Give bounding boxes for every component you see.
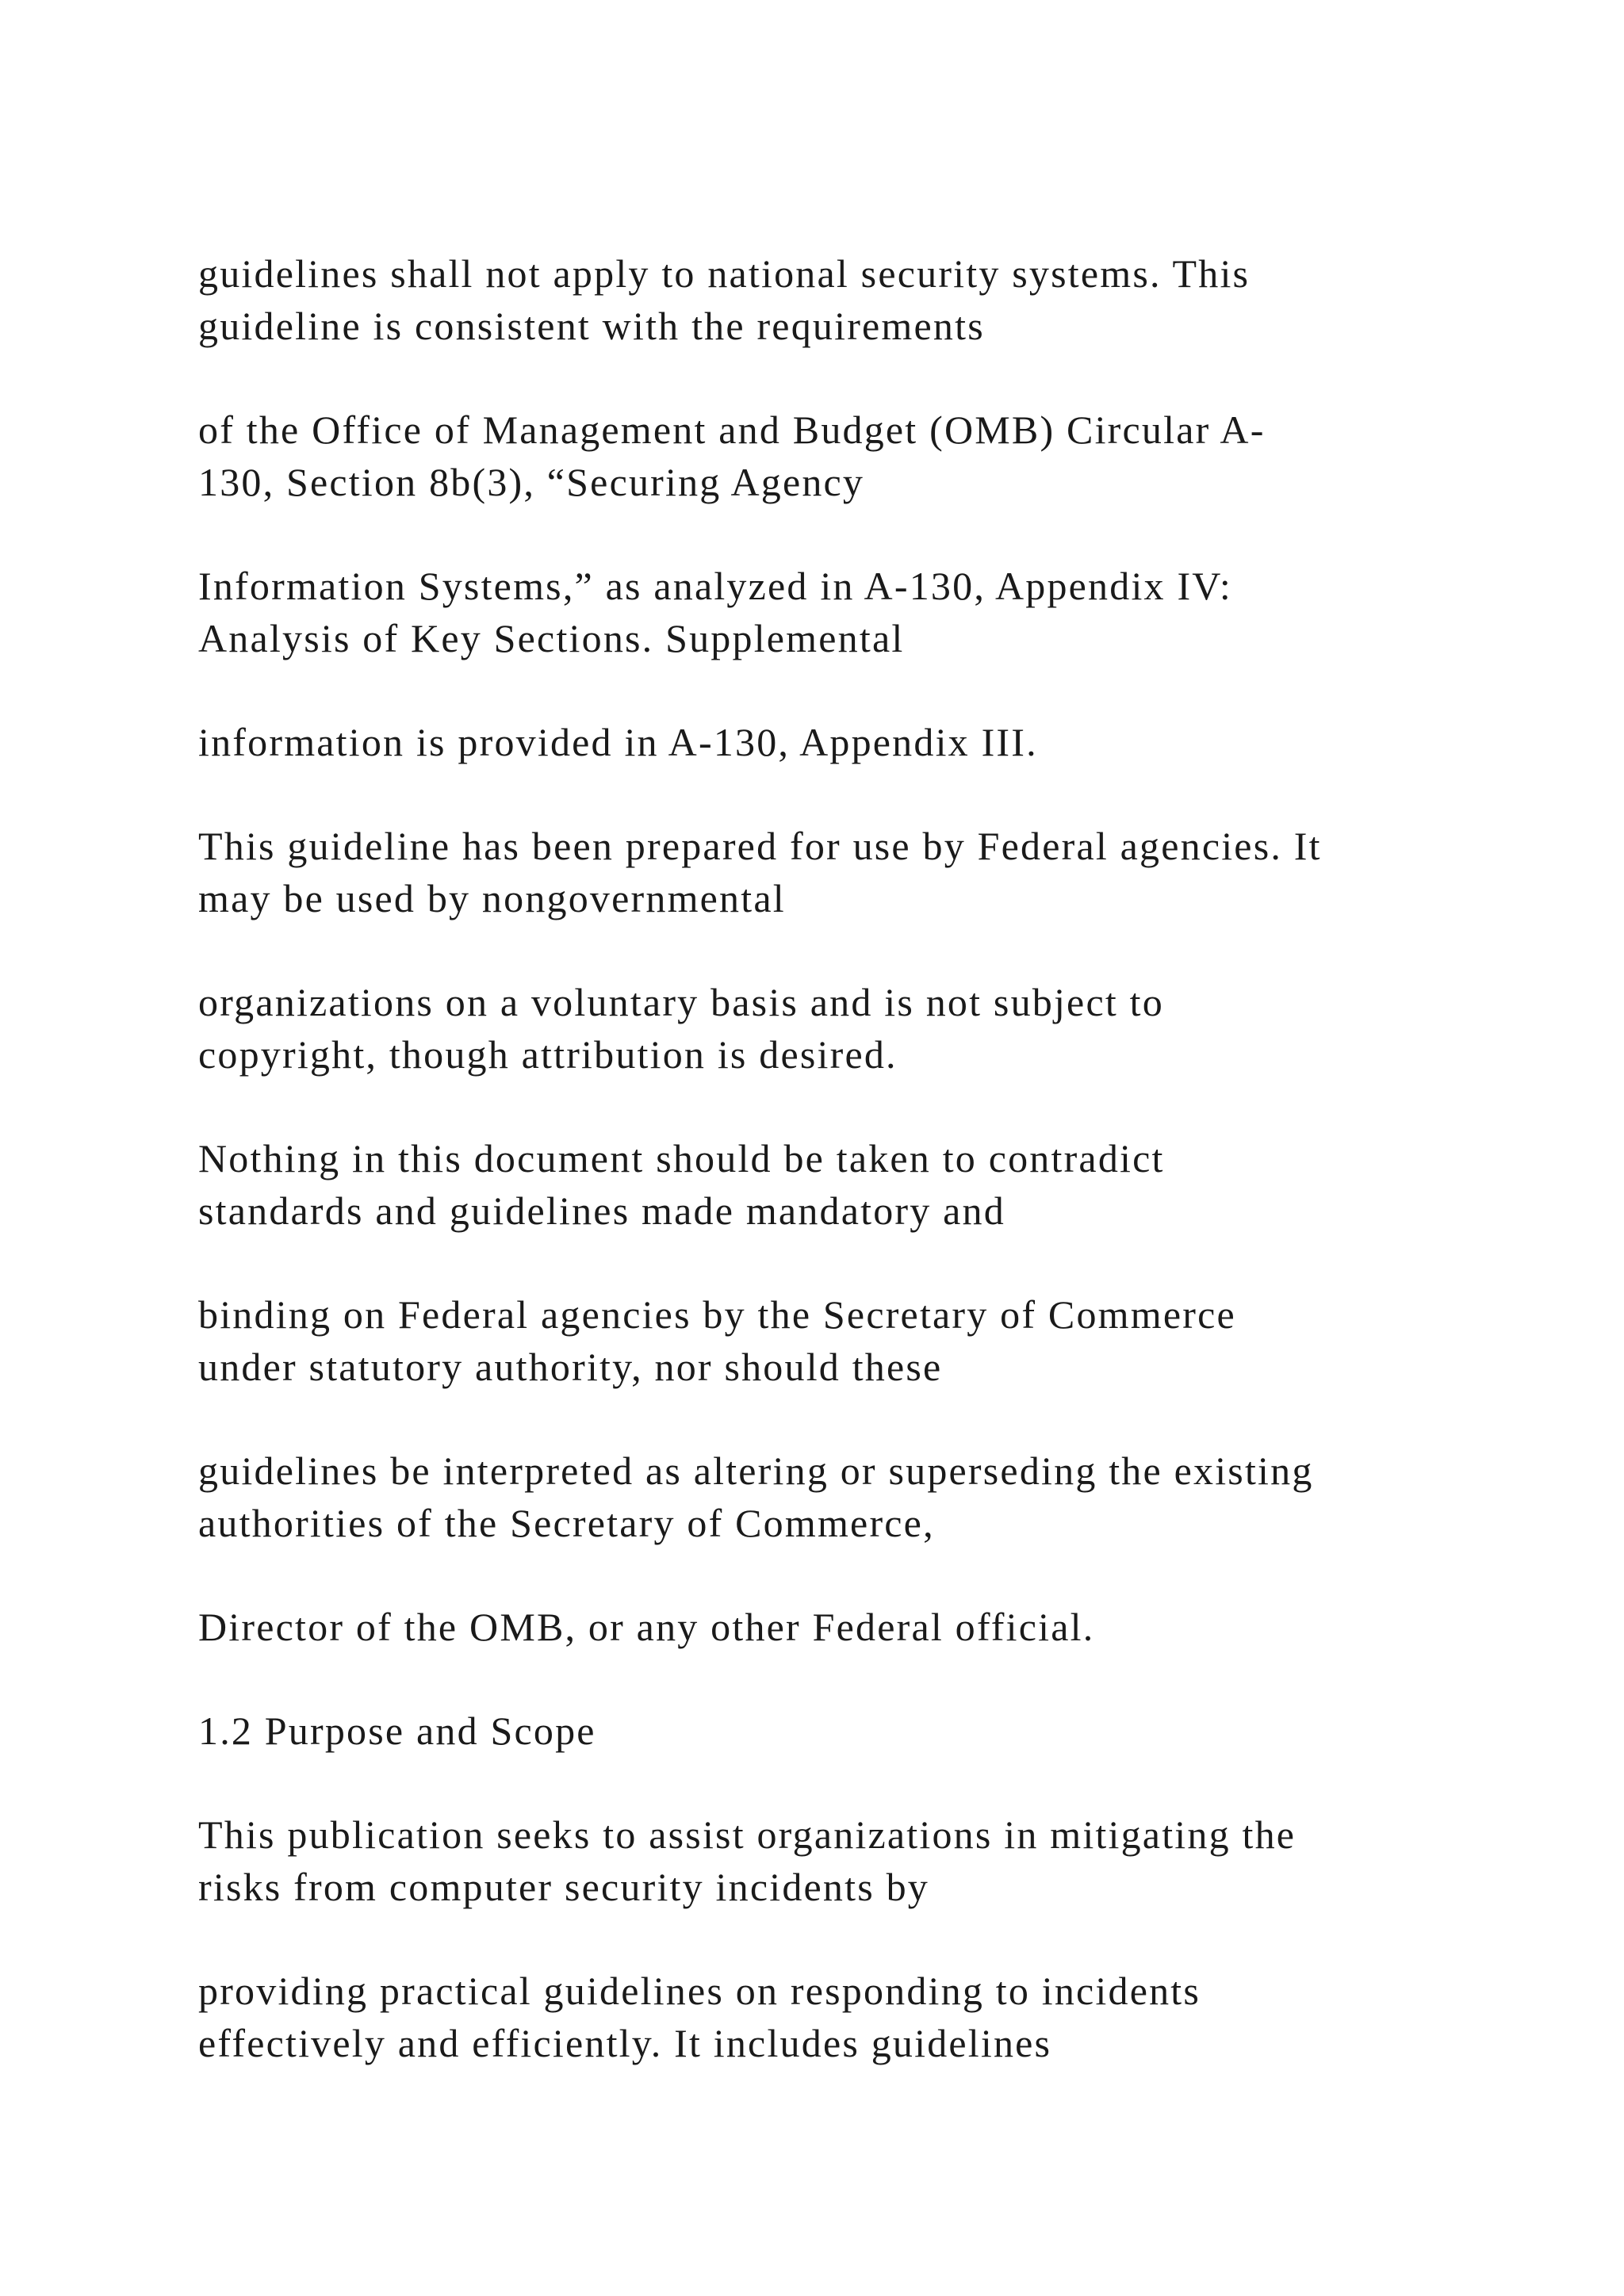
text-line: may be used by nongovernmental (198, 876, 786, 920)
text-line: providing practical guidelines on responding to incidents (198, 1969, 1201, 2013)
paragraph (198, 1132, 1562, 1237)
section-heading-text: 1.2 Purpose and Scope (198, 1709, 596, 1753)
text-line: binding on Federal agencies by the Secretary of Commerce (198, 1292, 1236, 1337)
text-line: standards and guidelines made mandatory and (198, 1188, 1005, 1233)
paragraph (198, 976, 1562, 1081)
text-line: effectively and efficiently. It includes guidelines (198, 2021, 1052, 2065)
paragraph (198, 560, 1562, 664)
document-body (198, 247, 1562, 2121)
text-line: This guideline has been prepared for use by Federal agencies. It (198, 824, 1322, 868)
text-line: copyright, though attribution is desired. (198, 1032, 898, 1077)
text-line: guideline is consistent with the requirements (198, 304, 985, 348)
text-line: guidelines be interpreted as altering or superseding the existing (198, 1448, 1314, 1493)
text-line: under statutory authority, nor should these (198, 1345, 943, 1389)
text-line: authorities of the Secretary of Commerce, (198, 1501, 935, 1545)
text-line: Analysis of Key Sections. Supplemental (198, 616, 905, 660)
text-line: Information Systems,” as analyzed in A-130, Appendix IV: (198, 564, 1232, 608)
text-line: of the Office of Management and Budget (OMB) Circular A- (198, 408, 1266, 452)
paragraph (198, 1445, 1562, 1549)
paragraph (198, 820, 1562, 924)
paragraph (198, 247, 1562, 352)
paragraph (198, 1601, 1562, 1653)
paragraph (198, 1288, 1562, 1393)
section-heading (198, 1705, 1562, 1757)
text-line: information is provided in A-130, Appendix III. (198, 720, 1038, 764)
text-line: This publication seeks to assist organizations in mitigating the (198, 1812, 1297, 1857)
text-line: Nothing in this document should be taken to contradict (198, 1136, 1165, 1181)
text-line: risks from computer security incidents by (198, 1865, 929, 1909)
paragraph (198, 1965, 1562, 2069)
text-line: 130, Section 8b(3), “Securing Agency (198, 460, 865, 504)
text-line: Director of the OMB, or any other Federal official. (198, 1605, 1095, 1649)
text-line: organizations on a voluntary basis and is not subject to (198, 980, 1164, 1024)
paragraph (198, 716, 1562, 768)
text-line: guidelines shall not apply to national security systems. This (198, 251, 1251, 296)
paragraph (198, 1808, 1562, 1913)
paragraph (198, 404, 1562, 508)
